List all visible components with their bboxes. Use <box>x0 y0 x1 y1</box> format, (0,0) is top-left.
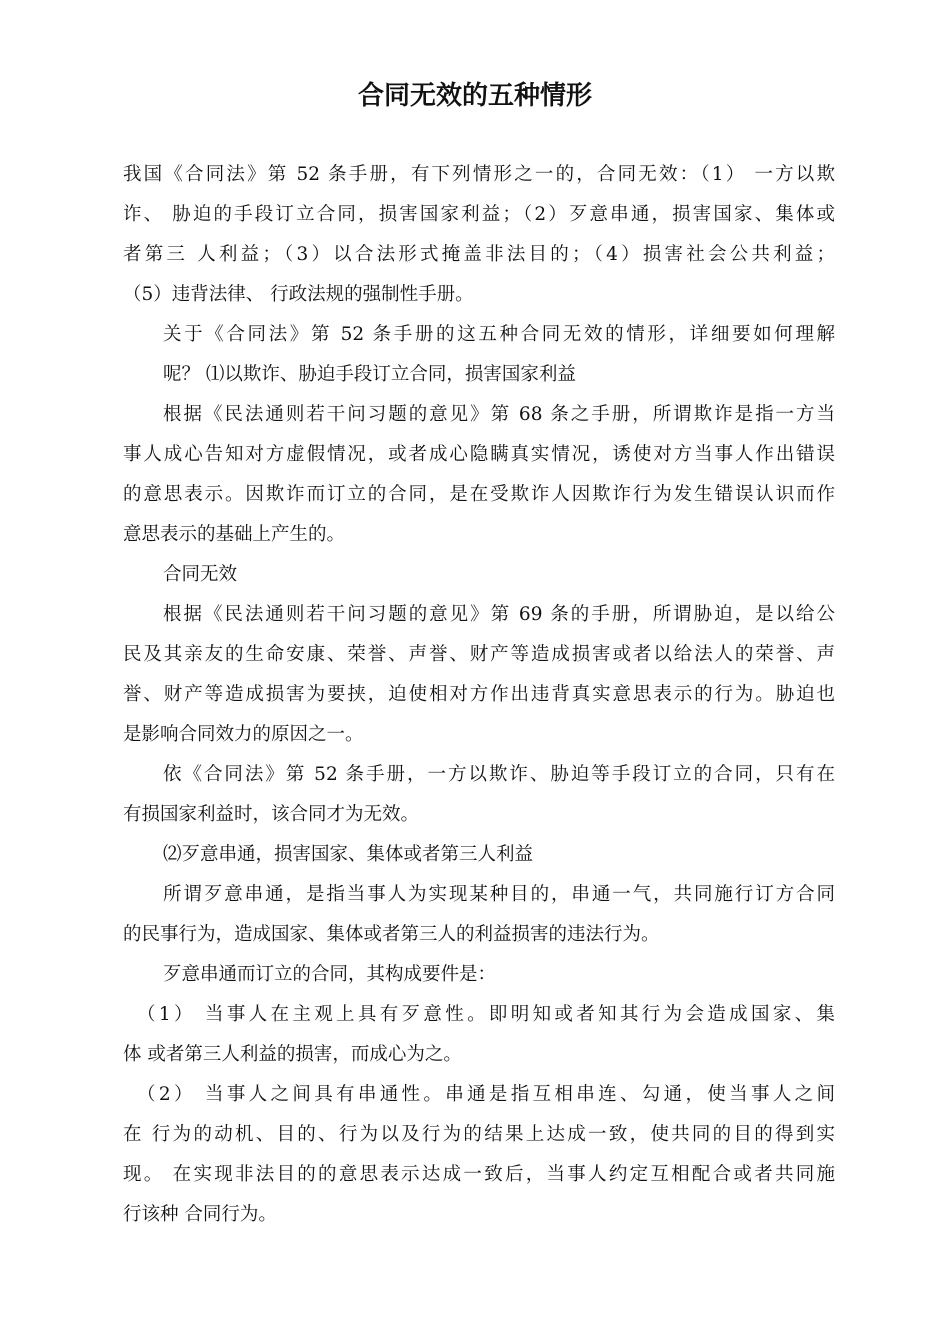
text-line: 在 行为的动机、目的、行为以及行为的结果上达成一致，使共同的目的得到实 <box>123 1124 835 1145</box>
text-line: 诈、 胁迫的手段订立合同，损害国家利益；（2）歹意串通，损害国家、集体或 <box>123 204 835 225</box>
text-line: 现。 在实现非法目的的意思表示达成一致后，当事人约定互相配合或者共同施 <box>123 1164 835 1185</box>
text-line: 我国《合同法》第 52 条手册，有下列情形之一的，合同无效：（1） 一方以欺 <box>123 164 835 185</box>
text-line: 关于《合同法》第 52 条手册的这五种合同无效的情形，详细要如何理解 <box>163 324 835 345</box>
text-line: 呢？ ⑴以欺诈、胁迫手段订立合同，损害国家利益 <box>163 364 576 385</box>
text-line: 民及其亲友的生命安康、荣誉、声誉、财产等造成损害或者以给法人的荣誉、声 <box>123 644 835 665</box>
list-item: （2） 当事人之间具有串通性。串通是指互相串连、勾通，使当事人之间 <box>137 1084 835 1105</box>
text-line: 意思表示的基础上产生的。 <box>123 524 346 545</box>
text-line: 根据《民法通则若干问习题的意见》第 68 条之手册，所谓欺诈是指一方当 <box>163 404 835 425</box>
section-heading: 合同无效 <box>163 564 238 585</box>
document-title: 合同无效的五种情形 <box>357 81 592 111</box>
text-line: 所谓歹意串通，是指当事人为实现某种目的，串通一气，共同施行订方合同 <box>163 884 835 905</box>
document-body <box>123 155 835 1235</box>
text-line: 依《合同法》第 52 条手册，一方以欺诈、胁迫等手段订立的合同，只有在 <box>163 764 835 785</box>
section-heading: ⑵歹意串通，损害国家、集体或者第三人利益 <box>163 844 534 865</box>
text-line: 体 或者第三人利益的损害，而成心为之。 <box>123 1044 462 1065</box>
text-line: 誉、财产等造成损害为要挟，迫使相对方作出违背真实意思表示的行为。胁迫也 <box>123 684 835 705</box>
text-line: 是影响合同效力的原因之一。 <box>123 724 364 745</box>
text-line: 者第三 人利益；（3）以合法形式掩盖非法目的；（4）损害社会公共利益； <box>123 244 835 265</box>
text-line: （5）违背法律、 行政法规的强制性手册。 <box>123 284 474 305</box>
text-line: 的民事行为，造成国家、集体或者第三人的利益损害的违法行为。 <box>123 924 660 945</box>
text-line: 有损国家利益时，该合同才为无效。 <box>123 804 420 825</box>
list-item: （1） 当事人在主观上具有歹意性。即明知或者知其行为会造成国家、集 <box>137 1004 835 1025</box>
text-line: 行该种 合同行为。 <box>123 1204 277 1225</box>
text-line: 的意思表示。因欺诈而订立的合同，是在受欺诈人因欺诈行为发生错误认识而作 <box>123 484 835 505</box>
text-line: 根据《民法通则若干问习题的意见》第 69 条的手册，所谓胁迫，是以给公 <box>163 604 835 625</box>
text-line: 歹意串通而订立的合同，其构成要件是： <box>163 964 497 985</box>
text-line: 事人成心告知对方虚假情况，或者成心隐瞒真实情况，诱使对方当事人作出错误 <box>123 444 835 465</box>
